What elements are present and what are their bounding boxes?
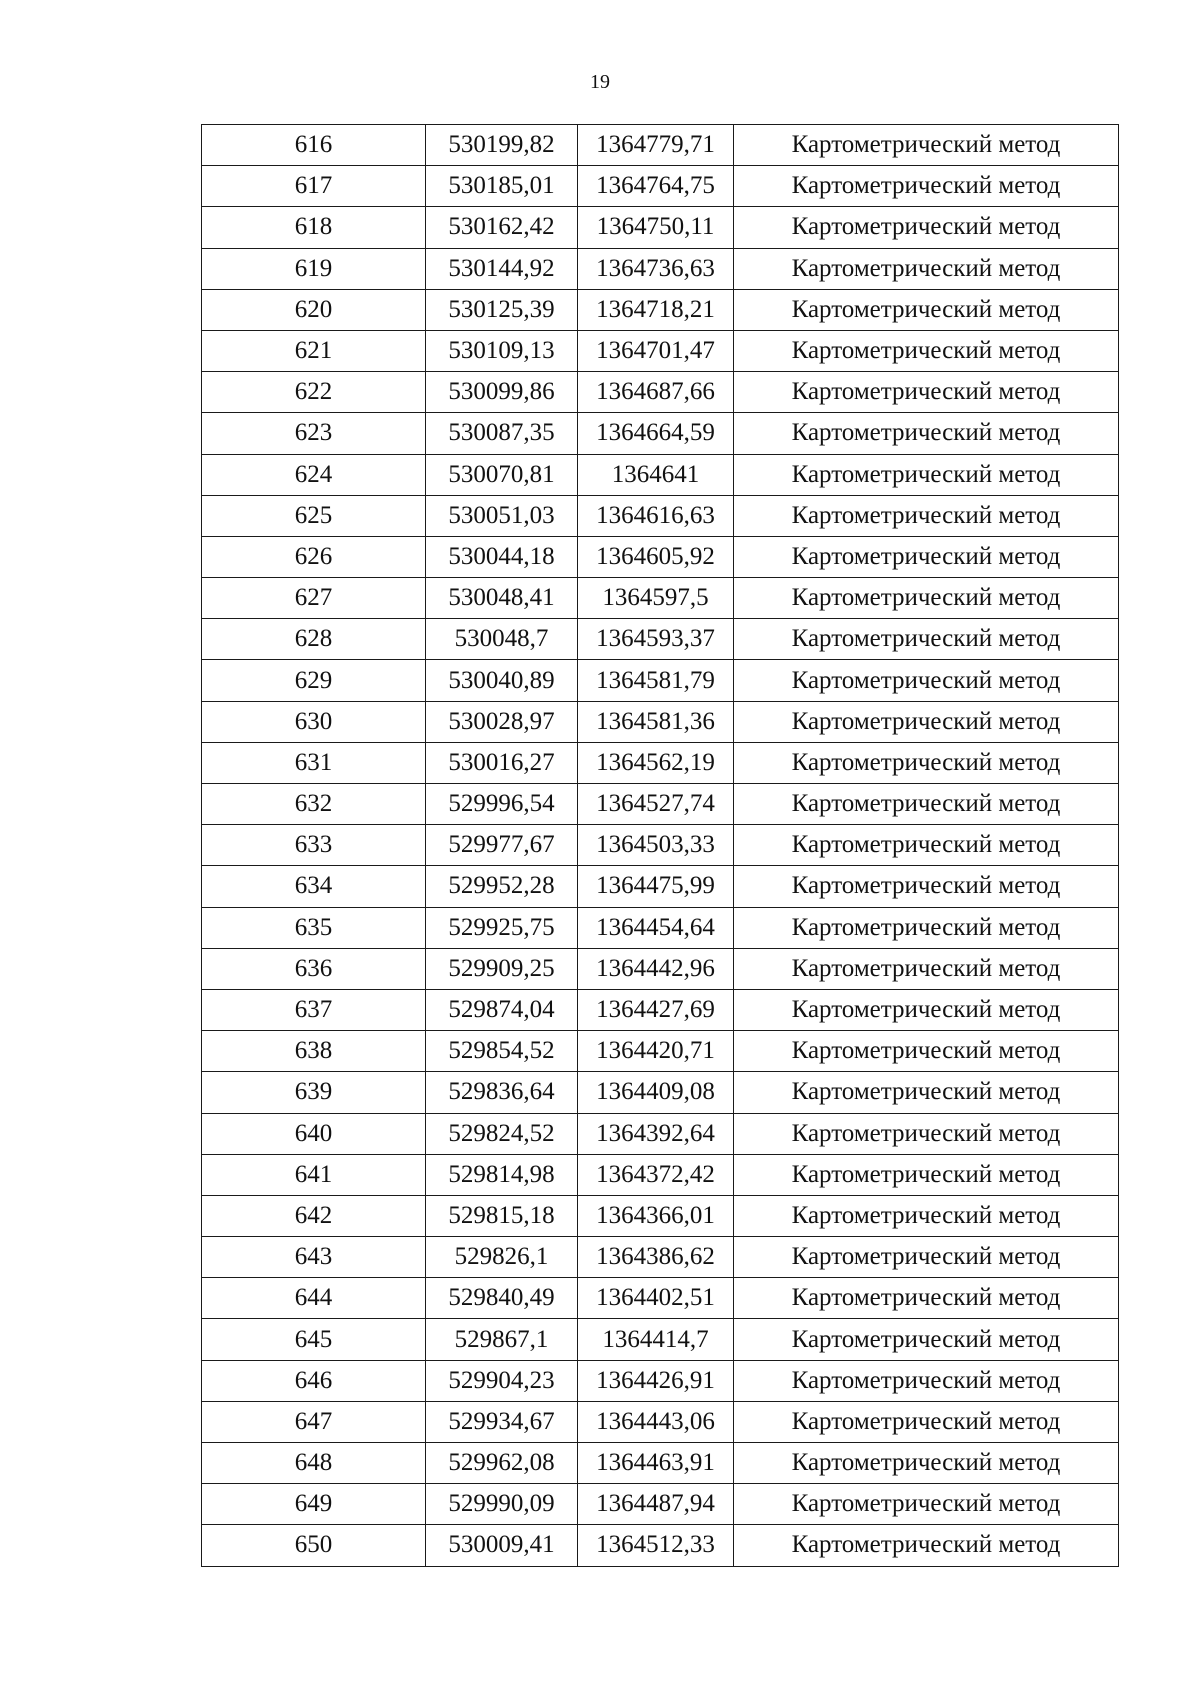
method-cell: Картометрический метод: [734, 413, 1119, 454]
point-number-cell: 630: [202, 701, 426, 742]
method-cell: Картометрический метод: [734, 166, 1119, 207]
method-cell: Картометрический метод: [734, 1031, 1119, 1072]
method-cell: Картометрический метод: [734, 1278, 1119, 1319]
point-number-cell: 622: [202, 372, 426, 413]
y-coordinate-cell: 1364512,33: [578, 1525, 734, 1566]
point-number-cell: 637: [202, 989, 426, 1030]
x-coordinate-cell: 529904,23: [426, 1360, 578, 1401]
x-coordinate-cell: 529824,52: [426, 1113, 578, 1154]
y-coordinate-cell: 1364366,01: [578, 1195, 734, 1236]
point-number-cell: 644: [202, 1278, 426, 1319]
x-coordinate-cell: 530048,41: [426, 578, 578, 619]
point-number-cell: 623: [202, 413, 426, 454]
point-number-cell: 638: [202, 1031, 426, 1072]
point-number-cell: 627: [202, 578, 426, 619]
y-coordinate-cell: 1364687,66: [578, 372, 734, 413]
y-coordinate-cell: 1364426,91: [578, 1360, 734, 1401]
table-row: [202, 1113, 1119, 1154]
method-cell: Картометрический метод: [734, 1072, 1119, 1113]
method-cell: Картометрический метод: [734, 907, 1119, 948]
point-number-cell: 624: [202, 454, 426, 495]
method-cell: Картометрический метод: [734, 989, 1119, 1030]
method-cell: Картометрический метод: [734, 1237, 1119, 1278]
method-cell: Картометрический метод: [734, 578, 1119, 619]
y-coordinate-cell: 1364527,74: [578, 784, 734, 825]
table-row: [202, 1237, 1119, 1278]
x-coordinate-cell: 530144,92: [426, 248, 578, 289]
point-number-cell: 648: [202, 1443, 426, 1484]
method-cell: Картометрический метод: [734, 825, 1119, 866]
x-coordinate-cell: 530199,82: [426, 125, 578, 166]
method-cell: Картометрический метод: [734, 1195, 1119, 1236]
table-row: [202, 948, 1119, 989]
x-coordinate-cell: 529909,25: [426, 948, 578, 989]
y-coordinate-cell: 1364442,96: [578, 948, 734, 989]
x-coordinate-cell: 530109,13: [426, 330, 578, 371]
table-row: [202, 454, 1119, 495]
table-row: [202, 495, 1119, 536]
y-coordinate-cell: 1364402,51: [578, 1278, 734, 1319]
page-number: 19: [590, 71, 610, 93]
y-coordinate-cell: 1364779,71: [578, 125, 734, 166]
y-coordinate-cell: 1364701,47: [578, 330, 734, 371]
table-row: [202, 413, 1119, 454]
x-coordinate-cell: 529977,67: [426, 825, 578, 866]
x-coordinate-cell: 529854,52: [426, 1031, 578, 1072]
point-number-cell: 625: [202, 495, 426, 536]
table-row: [202, 1278, 1119, 1319]
x-coordinate-cell: 530162,42: [426, 207, 578, 248]
table-row: [202, 701, 1119, 742]
method-cell: Картометрический метод: [734, 495, 1119, 536]
y-coordinate-cell: 1364443,06: [578, 1401, 734, 1442]
x-coordinate-cell: 529867,1: [426, 1319, 578, 1360]
point-number-cell: 619: [202, 248, 426, 289]
method-cell: Картометрический метод: [734, 742, 1119, 783]
y-coordinate-cell: 1364597,5: [578, 578, 734, 619]
y-coordinate-cell: 1364581,79: [578, 660, 734, 701]
x-coordinate-cell: 530044,18: [426, 536, 578, 577]
y-coordinate-cell: 1364372,42: [578, 1154, 734, 1195]
x-coordinate-cell: 530048,7: [426, 619, 578, 660]
x-coordinate-cell: 530016,27: [426, 742, 578, 783]
table-row: [202, 1195, 1119, 1236]
method-cell: Картометрический метод: [734, 125, 1119, 166]
y-coordinate-cell: 1364463,91: [578, 1443, 734, 1484]
point-number-cell: 646: [202, 1360, 426, 1401]
table-row: [202, 1031, 1119, 1072]
method-cell: Картометрический метод: [734, 1360, 1119, 1401]
method-cell: Картометрический метод: [734, 701, 1119, 742]
coordinates-table-body: [202, 125, 1119, 1567]
point-number-cell: 642: [202, 1195, 426, 1236]
x-coordinate-cell: 529962,08: [426, 1443, 578, 1484]
point-number-cell: 620: [202, 289, 426, 330]
table-row: [202, 742, 1119, 783]
point-number-cell: 645: [202, 1319, 426, 1360]
x-coordinate-cell: 529836,64: [426, 1072, 578, 1113]
method-cell: Картометрический метод: [734, 1401, 1119, 1442]
point-number-cell: 631: [202, 742, 426, 783]
method-cell: Картометрический метод: [734, 866, 1119, 907]
y-coordinate-cell: 1364503,33: [578, 825, 734, 866]
x-coordinate-cell: 530087,35: [426, 413, 578, 454]
x-coordinate-cell: 529990,09: [426, 1484, 578, 1525]
table-row: [202, 289, 1119, 330]
table-row: [202, 1401, 1119, 1442]
point-number-cell: 626: [202, 536, 426, 577]
point-number-cell: 618: [202, 207, 426, 248]
x-coordinate-cell: 529840,49: [426, 1278, 578, 1319]
y-coordinate-cell: 1364616,63: [578, 495, 734, 536]
method-cell: Картометрический метод: [734, 1113, 1119, 1154]
y-coordinate-cell: 1364605,92: [578, 536, 734, 577]
table-row: [202, 866, 1119, 907]
x-coordinate-cell: 529996,54: [426, 784, 578, 825]
method-cell: Картометрический метод: [734, 1443, 1119, 1484]
point-number-cell: 640: [202, 1113, 426, 1154]
table-row: [202, 166, 1119, 207]
table-row: [202, 660, 1119, 701]
method-cell: Картометрический метод: [734, 660, 1119, 701]
x-coordinate-cell: 529925,75: [426, 907, 578, 948]
table-row: [202, 1072, 1119, 1113]
table-row: [202, 989, 1119, 1030]
method-cell: Картометрический метод: [734, 289, 1119, 330]
x-coordinate-cell: 530009,41: [426, 1525, 578, 1566]
y-coordinate-cell: 1364718,21: [578, 289, 734, 330]
table-row: [202, 372, 1119, 413]
table-row: [202, 578, 1119, 619]
table-row: [202, 1319, 1119, 1360]
method-cell: Картометрический метод: [734, 784, 1119, 825]
y-coordinate-cell: 1364562,19: [578, 742, 734, 783]
table-row: [202, 619, 1119, 660]
y-coordinate-cell: 1364420,71: [578, 1031, 734, 1072]
point-number-cell: 649: [202, 1484, 426, 1525]
point-number-cell: 636: [202, 948, 426, 989]
point-number-cell: 628: [202, 619, 426, 660]
y-coordinate-cell: 1364414,7: [578, 1319, 734, 1360]
point-number-cell: 629: [202, 660, 426, 701]
coordinates-table: [201, 124, 1119, 1567]
x-coordinate-cell: 530185,01: [426, 166, 578, 207]
table-row: [202, 1443, 1119, 1484]
table-row: [202, 784, 1119, 825]
point-number-cell: 647: [202, 1401, 426, 1442]
method-cell: Картометрический метод: [734, 1154, 1119, 1195]
point-number-cell: 643: [202, 1237, 426, 1278]
table-row: [202, 536, 1119, 577]
point-number-cell: 621: [202, 330, 426, 371]
method-cell: Картометрический метод: [734, 619, 1119, 660]
point-number-cell: 632: [202, 784, 426, 825]
method-cell: Картометрический метод: [734, 1484, 1119, 1525]
y-coordinate-cell: 1364427,69: [578, 989, 734, 1030]
point-number-cell: 639: [202, 1072, 426, 1113]
method-cell: Картометрический метод: [734, 1525, 1119, 1566]
y-coordinate-cell: 1364764,75: [578, 166, 734, 207]
method-cell: Картометрический метод: [734, 248, 1119, 289]
method-cell: Картометрический метод: [734, 454, 1119, 495]
x-coordinate-cell: 529874,04: [426, 989, 578, 1030]
y-coordinate-cell: 1364487,94: [578, 1484, 734, 1525]
point-number-cell: 616: [202, 125, 426, 166]
x-coordinate-cell: 529815,18: [426, 1195, 578, 1236]
point-number-cell: 633: [202, 825, 426, 866]
y-coordinate-cell: 1364454,64: [578, 907, 734, 948]
y-coordinate-cell: 1364386,62: [578, 1237, 734, 1278]
table-row: [202, 248, 1119, 289]
y-coordinate-cell: 1364750,11: [578, 207, 734, 248]
x-coordinate-cell: 530051,03: [426, 495, 578, 536]
y-coordinate-cell: 1364392,64: [578, 1113, 734, 1154]
x-coordinate-cell: 530028,97: [426, 701, 578, 742]
point-number-cell: 634: [202, 866, 426, 907]
table-row: [202, 1525, 1119, 1566]
x-coordinate-cell: 530040,89: [426, 660, 578, 701]
point-number-cell: 641: [202, 1154, 426, 1195]
table-row: [202, 1484, 1119, 1525]
table-row: [202, 207, 1119, 248]
method-cell: Картометрический метод: [734, 1319, 1119, 1360]
y-coordinate-cell: 1364736,63: [578, 248, 734, 289]
x-coordinate-cell: 530070,81: [426, 454, 578, 495]
y-coordinate-cell: 1364641: [578, 454, 734, 495]
table-row: [202, 125, 1119, 166]
method-cell: Картометрический метод: [734, 330, 1119, 371]
y-coordinate-cell: 1364409,08: [578, 1072, 734, 1113]
method-cell: Картометрический метод: [734, 372, 1119, 413]
table-row: [202, 330, 1119, 371]
x-coordinate-cell: 529814,98: [426, 1154, 578, 1195]
point-number-cell: 635: [202, 907, 426, 948]
point-number-cell: 617: [202, 166, 426, 207]
method-cell: Картометрический метод: [734, 207, 1119, 248]
table-row: [202, 825, 1119, 866]
y-coordinate-cell: 1364581,36: [578, 701, 734, 742]
x-coordinate-cell: 529934,67: [426, 1401, 578, 1442]
method-cell: Картометрический метод: [734, 536, 1119, 577]
x-coordinate-cell: 529952,28: [426, 866, 578, 907]
y-coordinate-cell: 1364664,59: [578, 413, 734, 454]
table-row: [202, 1154, 1119, 1195]
method-cell: Картометрический метод: [734, 948, 1119, 989]
x-coordinate-cell: 529826,1: [426, 1237, 578, 1278]
y-coordinate-cell: 1364593,37: [578, 619, 734, 660]
table-row: [202, 1360, 1119, 1401]
table-row: [202, 907, 1119, 948]
y-coordinate-cell: 1364475,99: [578, 866, 734, 907]
x-coordinate-cell: 530125,39: [426, 289, 578, 330]
point-number-cell: 650: [202, 1525, 426, 1566]
x-coordinate-cell: 530099,86: [426, 372, 578, 413]
